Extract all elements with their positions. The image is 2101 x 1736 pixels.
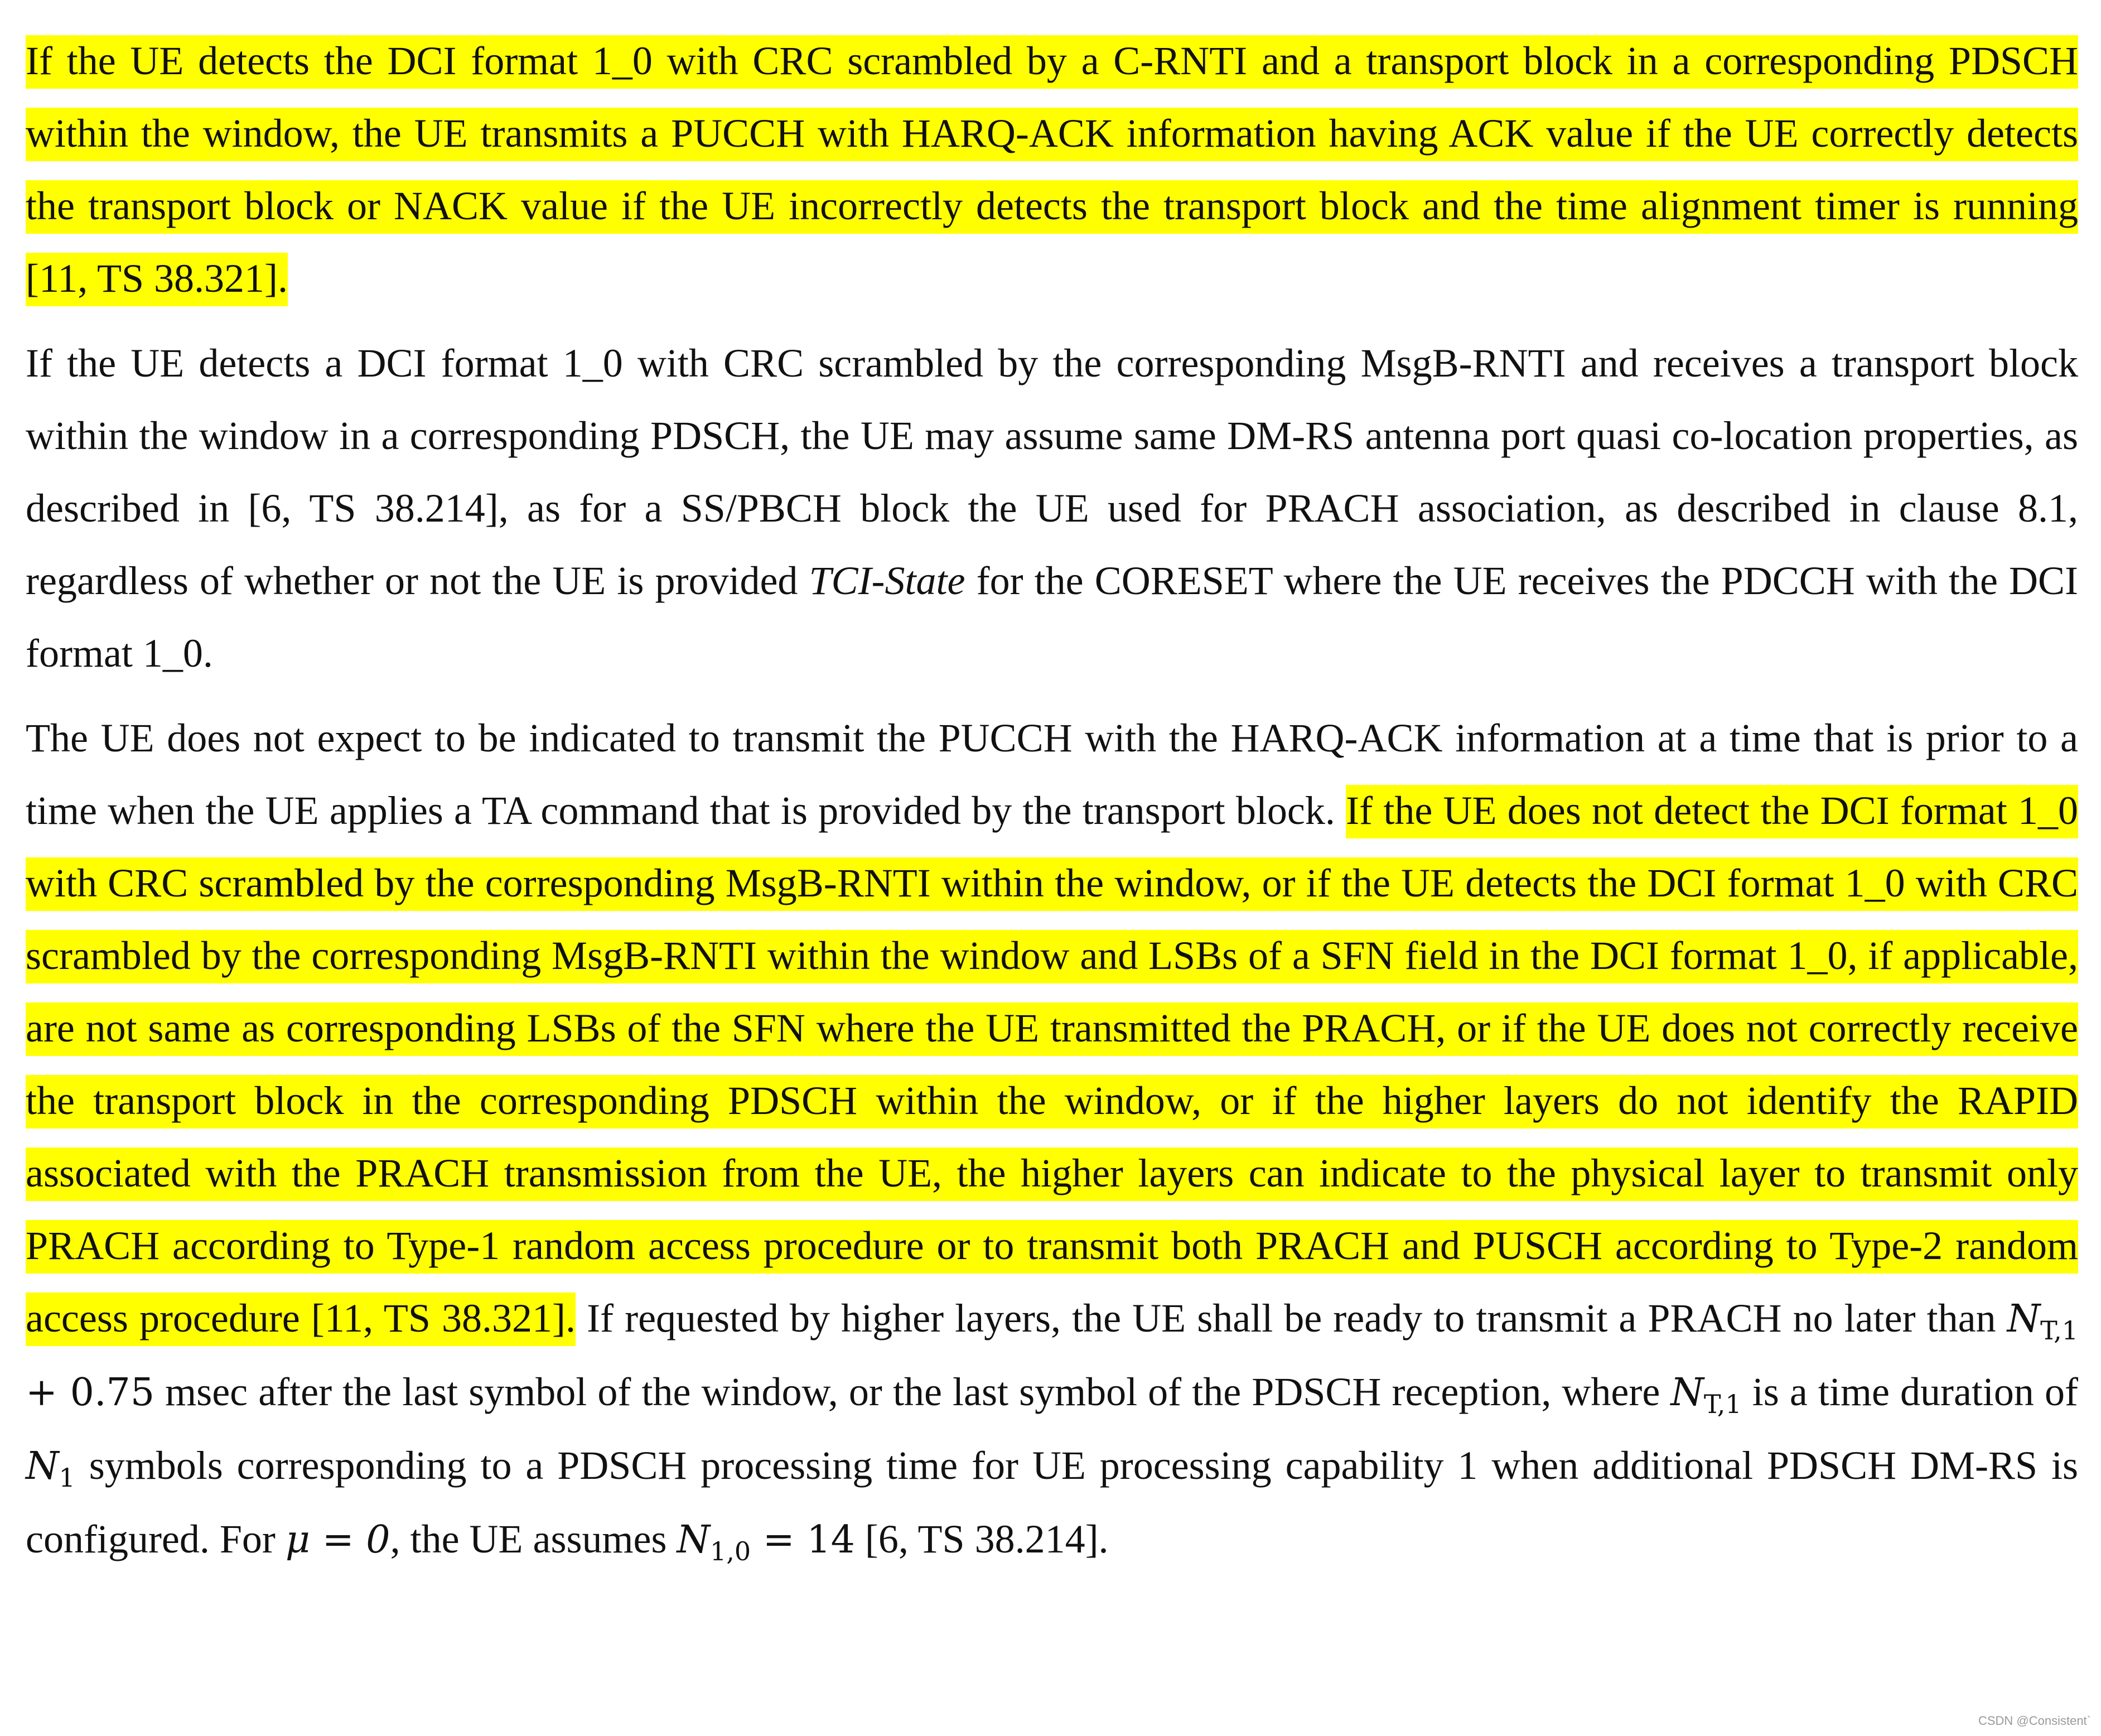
math-expression: $N_{1,0} = 14$: [677, 1518, 855, 1566]
paragraph-text: The UE does not expect to be indicated to transmit the PUCCH with the HARQ-ACK information at a time that is prior to a time when the UE applies a TA command that is provided by the transport block.: [26, 716, 2078, 833]
document-page: [26, 25, 2078, 1589]
paragraph-text: If requested by higher layers, the UE shall be ready to transmit a PRACH no later than: [576, 1296, 2007, 1340]
paragraph-text: for the CORESET where the UE receives the PDCCH with the DCI format 1_0.: [26, 558, 2078, 676]
paragraph-3: [26, 702, 2078, 1576]
math-expression: μ = 0: [285, 1518, 390, 1562]
paragraph-text: msec after the last symbol of the window, or the last symbol of the PDSCH reception, where: [154, 1369, 1671, 1414]
paragraph-text: [6, TS 38.214].: [854, 1517, 1109, 1561]
paragraph-text: If the UE detects a DCI format 1_0 with CRC scrambled by the corresponding MsgB-RNTI and receives a transport block within the window in a corresponding PDSCH, the UE may assume same DM-RS antenna port quasi co-location properties, as described in [6, TS 38.214], as for a SS/PBCH block the UE used for PRACH association, as described in clause 8.1, regardless of whether or not the UE is provided: [26, 341, 2078, 603]
italic-term: TCI-State: [809, 558, 965, 603]
paragraph-text: is a time duration of: [1741, 1369, 2078, 1414]
paragraph-text: symbols corresponding to a PDSCH processing time for UE processing capability 1 when additional PDSCH DM-RS is configured. For: [26, 1443, 2078, 1561]
paragraph-1: [26, 25, 2078, 315]
highlighted-text: If the UE detects the DCI format 1_0 with CRC scrambled by a C-RNTI and a transport block in a corresponding PDSCH within the window, the UE transmits a PUCCH with HARQ-ACK information having ACK value if the UE correctly detects the transport block or NACK value if the UE incorrectly detects the transport block and the time alignment timer is running [11, TS 38.321].: [26, 35, 2078, 306]
math-expression: $N_{T,1} + 0.75$: [26, 1297, 2078, 1415]
math-expression: $N_1$: [26, 1444, 75, 1493]
paragraph-text: , the UE assumes: [390, 1517, 677, 1561]
watermark: CSDN @Consistent`: [1978, 1714, 2091, 1728]
highlighted-text: If the UE does not detect the DCI format 1_0 with CRC scrambled by the corresponding MsgB-RNTI within the window, or if the UE detects the DCI format 1_0 with CRC scrambled by the corresponding MsgB-RNTI within the window and LSBs of a SFN field in the DCI format 1_0, if applicable, are not same as corresponding LSBs of the SFN where the UE transmitted the PRACH, or if the UE does not correctly receive the transport block in the corresponding PDSCH within the window, or if the higher layers do not identify the RAPID associated with the PRACH transmission from the UE, the higher layers can indicate to the physical layer to transmit only PRACH according to Type-1 random access procedure or to transmit both PRACH and PUSCH according to Type-2 random access procedure [11, TS 38.321].: [26, 785, 2078, 1346]
paragraph-2: [26, 327, 2078, 689]
math-expression: $N_{T,1}$: [1670, 1371, 1742, 1419]
